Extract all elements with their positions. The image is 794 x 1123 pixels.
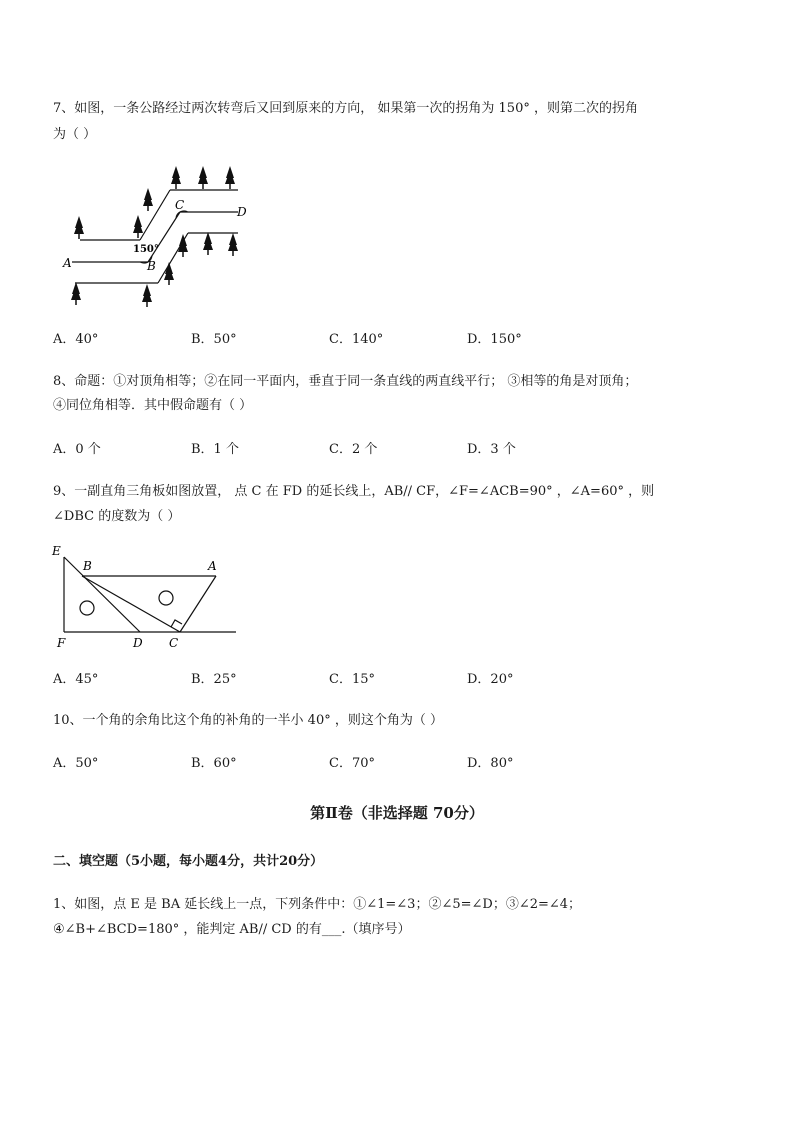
question-10-text: 10、一个角的余角比这个角的补角的一半小 40° ，则这个角为（ ） [53, 713, 443, 728]
label-f: F [57, 636, 66, 650]
question-7-option-c[interactable]: C．140° [329, 332, 384, 347]
label-d2: D [133, 636, 143, 650]
label-d: D [237, 205, 247, 219]
question-7-option-a[interactable]: A．40° [53, 332, 99, 347]
question-7-text-line1: 7、如图，一条公路经过两次转弯后又回到原来的方向， 如果第一次的拐角为 150° ，则第二次的拐角 [53, 101, 638, 116]
question-7-option-d[interactable]: D．150° [467, 332, 522, 347]
label-a2: A [208, 559, 217, 573]
question-8-option-c[interactable]: C．2 个 [329, 442, 378, 457]
question-8-text-line2: ④同位角相等．其中假命题有（ ） [53, 398, 253, 413]
label-c: C [175, 198, 185, 212]
section-2-subtitle: 二、填空题（5小题，每小题4分，共计20分） [53, 854, 324, 869]
section-2-title: 第Ⅱ卷（非选择题 70分） [310, 804, 484, 822]
question-9-text-line1: 9、一副直角三角板如图放置， 点 C 在 FD 的延长线上，AB// CF，∠F=∠ACB=90° ，∠A=60° ，则 [53, 484, 655, 499]
question-9-text-line2: ∠DBC 的度数为（ ） [53, 509, 181, 524]
label-a: A [63, 256, 72, 270]
question-7-text-line2: 为（ ） [53, 127, 97, 142]
question-8-option-b[interactable]: B．1 个 [191, 442, 239, 457]
question-9-option-b[interactable]: B．25° [191, 672, 237, 687]
fill-question-1-line2: ④∠B+∠BCD=180° ，能判定 AB// CD 的有___.（填序号） [53, 922, 411, 937]
question-9-option-a[interactable]: A．45° [53, 672, 99, 687]
question-7-option-b[interactable]: B．50° [191, 332, 237, 347]
label-b2: B [83, 559, 92, 573]
question-10-option-a[interactable]: A．50° [53, 756, 99, 771]
question-8-text-line1: 8、命题：①对顶角相等；②在同一平面内，垂直于同一条直线的两直线平行； ③相等的角是对顶角； [53, 374, 638, 389]
question-9-option-c[interactable]: C．15° [329, 672, 375, 687]
question-10-option-c[interactable]: C．70° [329, 756, 375, 771]
label-b: B [147, 259, 156, 273]
fill-question-1-line1: 1、如图，点 E 是 BA 延长线上一点，下列条件中：①∠1=∠3；②∠5=∠D；③∠2=∠4； [53, 897, 582, 912]
question-9-option-d[interactable]: D．20° [467, 672, 514, 687]
tree-icons [71, 166, 238, 307]
label-e: E [52, 544, 61, 558]
label-c2: C [169, 636, 179, 650]
question-10-option-b[interactable]: B．60° [191, 756, 237, 771]
question-8-option-d[interactable]: D．3 个 [467, 442, 516, 457]
question-10-option-d[interactable]: D．80° [467, 756, 514, 771]
question-8-option-a[interactable]: A．0 个 [53, 442, 101, 457]
label-angle-150: 150° [133, 244, 159, 255]
